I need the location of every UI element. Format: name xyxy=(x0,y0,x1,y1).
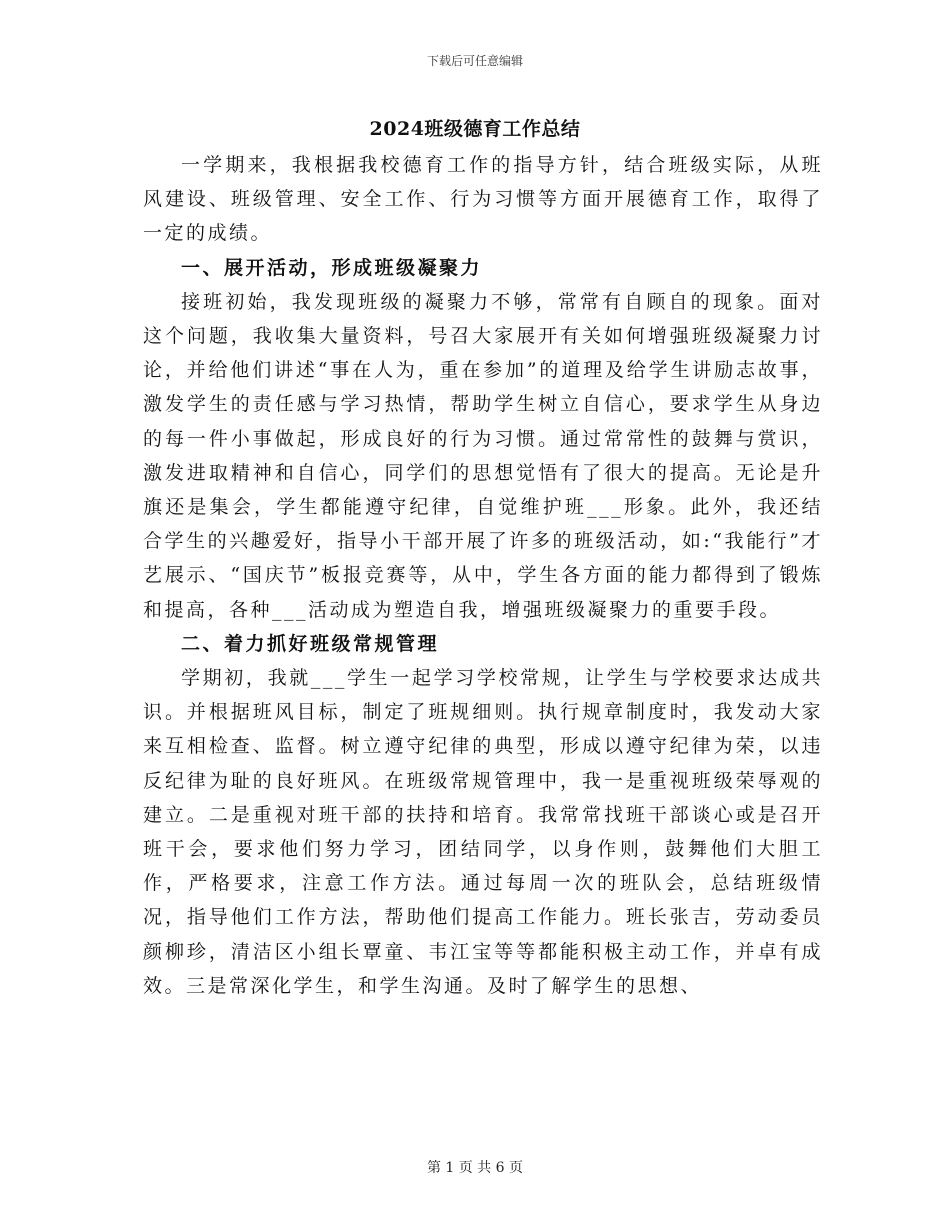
section-1-paragraph: 接班初始，我发现班级的凝聚力不够，常常有自顾自的现象。面对这个问题，我收集大量资料，号召大家展开有关如何增强班级凝聚力讨论，并给他们讲述“事在人为，重在参加”的道理及给学生讲励志故事，激发学生的责任感与学习热情，帮助学生树立自信心，要求学生从身边的每一件小事做起，形成良好的行为习惯。通过常常性的鼓舞与赏识，激发进取精神和自信心，同学们的思想觉悟有了很大的提高。无论是升旗还是集会，学生都能遵守纪律，自觉维护班___形象。此外，我还结合学生的兴趣爱好，指导小干部开展了许多的班级活动，如:“我能行”才艺展示、“国庆节”板报竞赛等，从中，学生各方面的能力都得到了锻炼和提高，各种___活动成为塑造自我，增强班级凝聚力的重要手段。 xyxy=(143,290,823,621)
page-number: 第 1 页 共 6 页 xyxy=(426,1160,524,1176)
document-title: 2024班级德育工作总结 xyxy=(369,118,581,140)
section-2-paragraph: 学期初，我就___学生一起学习学校常规，让学生与学校要求达成共识。并根据班风目标，制定了班规细则。执行规章制度时，我发动大家来互相检查、监督。树立遵守纪律的典型，形成以遵守纪律为荣，以违反纪律为耻的良好班风。在班级常规管理中，我一是重视班级荣辱观的建立。二是重视对班干部的扶持和培育。我常常找班干部谈心或是召开班干会，要求他们努力学习，团结同学，以身作则，鼓舞他们大胆工作，严格要求，注意工作方法。通过每周一次的班队会，总结班级情况，指导他们工作方法，帮助他们提高工作能力。班长张吉，劳动委员颜柳珍，清洁区小组长覃童、韦江宝等等都能积极主动工作，并卓有成效。三是常深化学生，和学生沟通。及时了解学生的思想、 xyxy=(143,667,823,997)
section-heading-2: 二、着力抓好班级常规管理 xyxy=(181,632,440,655)
document-body xyxy=(143,148,823,1003)
header-note: 下载后可任意编辑 xyxy=(426,54,523,68)
intro-paragraph: 一学期来，我根据我校德育工作的指导方针，结合班级实际，从班风建设、班级管理、安全工作、行为习惯等方面开展德育工作，取得了一定的成绩。 xyxy=(143,154,823,245)
section-heading-1: 一、展开活动，形成班级凝聚力 xyxy=(181,256,483,279)
